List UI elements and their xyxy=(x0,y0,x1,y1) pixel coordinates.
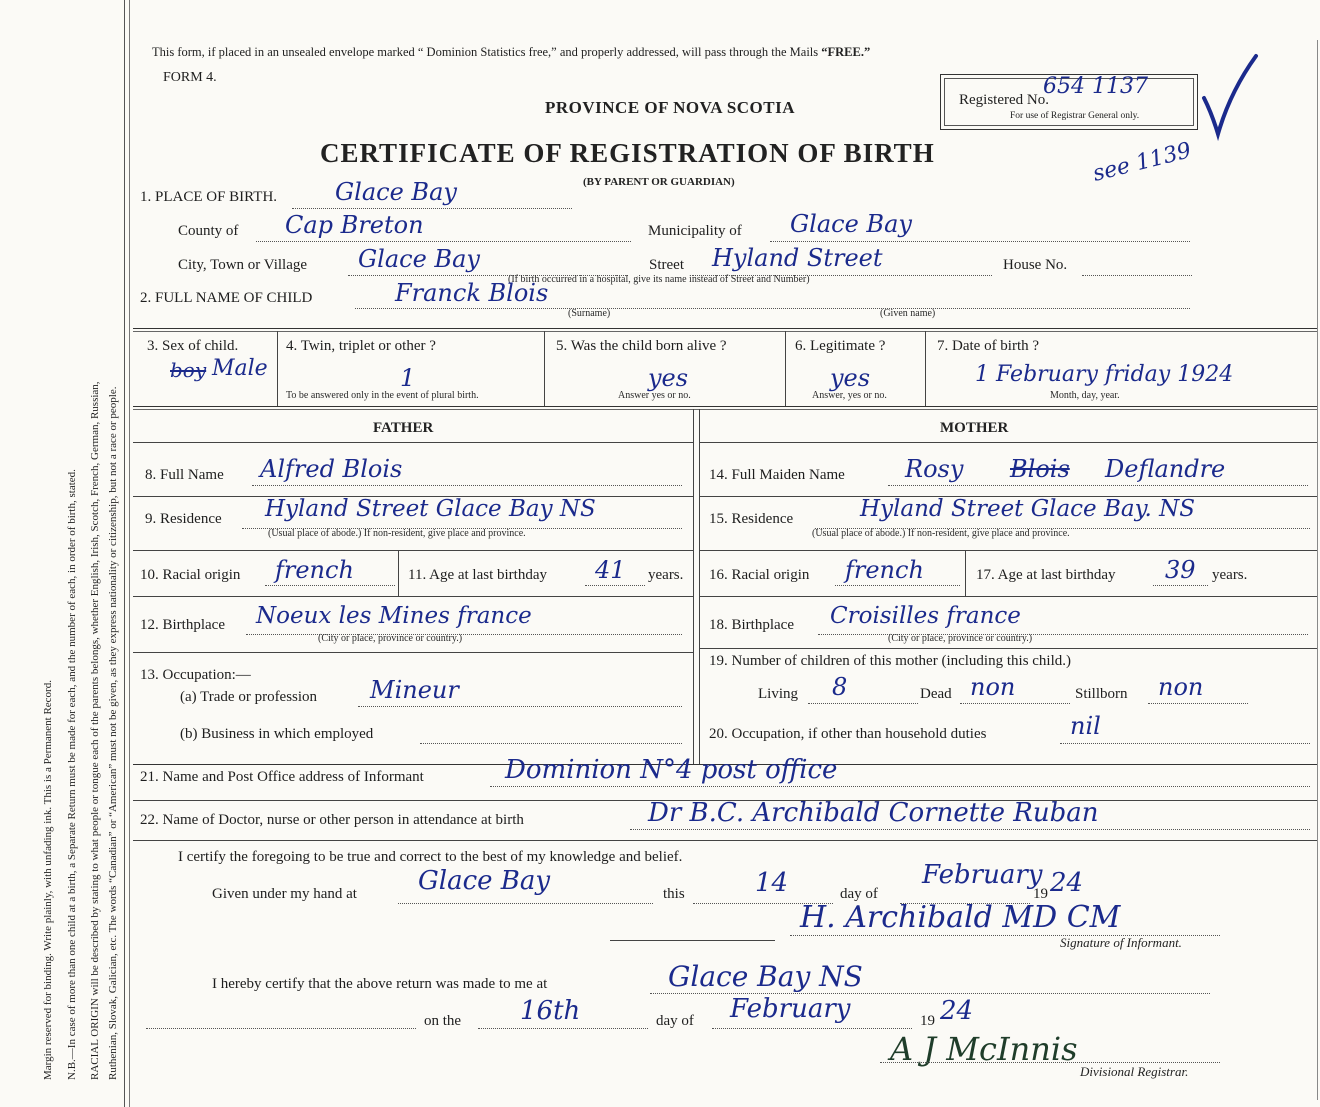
father-residence-value: Hyland Street Glace Bay NS xyxy=(265,496,596,522)
born-alive-label: 5. Was the child born alive ? xyxy=(556,338,727,354)
margin-note-2: N.B.—In case of more than one child at a birth, a Separate Return must be made for each, and the number of each, in order of birth, stated. xyxy=(66,469,78,1080)
children-count-label: 19. Number of children of this mother (including this child.) xyxy=(709,653,1072,669)
child-name-value: Franck Blois xyxy=(395,279,549,307)
mother-racial-label: 16. Racial origin xyxy=(709,567,810,583)
county-value: Cap Breton xyxy=(285,211,424,239)
registrar-signature: A J McInnis xyxy=(890,1030,1078,1068)
living-value: 8 xyxy=(832,673,848,701)
house-number-label: House No. xyxy=(1003,257,1068,273)
trade-value: Mineur xyxy=(370,676,459,704)
registrar-year-value: 24 xyxy=(940,996,974,1026)
given-day-of-label: day of xyxy=(840,886,878,902)
doctor-value: Dr B.C. Archibald Cornette Ruban xyxy=(648,798,1099,828)
registrar-place-value: Glace Bay NS xyxy=(668,960,863,993)
doctor-label: 22. Name of Doctor, nurse or other person in attendance at birth xyxy=(140,812,524,828)
place-of-birth-value: Glace Bay xyxy=(335,178,457,206)
mother-age-label: 17. Age at last birthday xyxy=(976,567,1116,583)
given-day-value: 14 xyxy=(755,868,789,898)
given-name-note: (Given name) xyxy=(880,308,936,319)
place-of-birth-label: 1. PLACE OF BIRTH. xyxy=(140,189,278,205)
certify-statement: I certify the foregoing to be true and correct to the best of my knowledge and belief. xyxy=(178,849,683,865)
certificate-subtitle: (BY PARENT OR GUARDIAN) xyxy=(583,176,735,188)
given-month-value: February xyxy=(922,860,1043,890)
surname-note: (Surname) xyxy=(568,308,611,319)
legitimate-label: 6. Legitimate ? xyxy=(795,338,886,354)
given-under-label: Given under my hand at xyxy=(212,886,357,902)
registrar-month-value: February xyxy=(730,994,851,1024)
street-label: Street xyxy=(649,257,684,273)
registrar-year-prefix: 19 xyxy=(920,1013,935,1029)
father-racial-label: 10. Racial origin xyxy=(140,567,241,583)
father-name-value: Alfred Blois xyxy=(260,455,403,483)
registrar-day-of-label: day of xyxy=(656,1013,694,1029)
mother-name-last: Deflandre xyxy=(1105,455,1226,483)
province-heading: PROVINCE OF NOVA SCOTIA xyxy=(545,98,796,117)
city-value: Glace Bay xyxy=(358,245,480,273)
informant-value: Dominion N°4 post office xyxy=(505,755,838,785)
date-of-birth-note: Month, day, year. xyxy=(1050,390,1120,401)
twin-label: 4. Twin, triplet or other ? xyxy=(286,338,436,354)
signature-of-informant-label: Signature of Informant. xyxy=(1060,935,1182,950)
legitimate-value: yes xyxy=(830,364,871,392)
mother-heading: MOTHER xyxy=(940,420,1009,436)
born-alive-note: Answer yes or no. xyxy=(618,390,691,401)
informant-signature: H. Archibald MD CM xyxy=(800,900,1121,935)
margin-note-3: RACIAL ORIGIN will be described by stating to what people or tongue each of the parents belongs, whether English, Irish, Scotch, French, German, Russian, xyxy=(89,381,101,1080)
father-residence-note: (Usual place of abode.) If non-resident, give place and province. xyxy=(268,528,526,539)
mother-name-first: Rosy xyxy=(905,455,964,483)
sex-value: Male xyxy=(212,356,268,381)
check-mark-icon xyxy=(1200,52,1260,142)
dead-value: non xyxy=(970,673,1016,701)
father-heading: FATHER xyxy=(373,420,434,436)
given-year-prefix: 19 xyxy=(1033,886,1048,902)
dead-label: Dead xyxy=(920,686,952,702)
margin-note-4: Ruthenian, Slovak, Galician, etc. The words “Canadian” or “American” must not be given, as they express nationality or citizenship, but not a race or people. xyxy=(107,386,119,1080)
mother-occupation-value: nil xyxy=(1070,712,1101,740)
born-alive-value: yes xyxy=(648,364,689,392)
mother-birthplace-label: 18. Birthplace xyxy=(709,617,794,633)
mail-notice: This form, if placed in an unsealed envelope marked “ Dominion Statistics free,” and properly addressed, will pass through the Mails “FREE.” xyxy=(152,45,871,59)
mother-birthplace-note: (City or place, province or country.) xyxy=(888,633,1033,644)
stillborn-label: Stillborn xyxy=(1075,686,1128,702)
mother-age-value: 39 xyxy=(1165,556,1196,584)
mother-birthplace-value: Croisilles france xyxy=(830,603,1021,629)
registrar-statement: I hereby certify that the above return was made to me at xyxy=(212,976,548,992)
father-name-label: 8. Full Name xyxy=(145,467,224,483)
business-label: (b) Business in which employed xyxy=(180,726,374,742)
date-of-birth-label: 7. Date of birth ? xyxy=(937,338,1040,354)
certificate-title: CERTIFICATE OF REGISTRATION OF BIRTH xyxy=(320,138,935,168)
given-year-value: 24 xyxy=(1050,868,1084,898)
father-age-value: 41 xyxy=(595,556,626,584)
registrar-day-value: 16th xyxy=(520,996,581,1026)
mother-name-struck: Blois xyxy=(1010,455,1070,483)
registrar-on-the-label: on the xyxy=(424,1013,462,1029)
divisional-registrar-label: Divisional Registrar. xyxy=(1080,1064,1189,1079)
hospital-note: (If birth occurred in a hospital, give its name instead of Street and Number) xyxy=(508,274,810,285)
twin-value: 1 xyxy=(400,364,416,392)
stillborn-value: non xyxy=(1158,673,1204,701)
sex-struck-value: boy xyxy=(170,358,207,382)
street-value: Hyland Street xyxy=(712,244,883,272)
county-label: County of xyxy=(178,223,239,239)
this-label: this xyxy=(663,886,685,902)
margin-note-1: Margin reserved for binding. Write plainly, with unfading ink. This is a Permanent Record. xyxy=(42,680,54,1080)
father-birthplace-value: Noeux les Mines france xyxy=(256,603,532,629)
trade-label: (a) Trade or profession xyxy=(180,689,318,705)
given-place-value: Glace Bay xyxy=(418,866,551,896)
father-birthplace-label: 12. Birthplace xyxy=(140,617,225,633)
mother-residence-note: (Usual place of abode.) If non-resident, give place and province. xyxy=(812,528,1070,539)
father-racial-value: french xyxy=(275,556,354,584)
mother-residence-value: Hyland Street Glace Bay. NS xyxy=(860,496,1196,522)
informant-label: 21. Name and Post Office address of Informant xyxy=(140,769,424,785)
side-annotation: see 1139 xyxy=(1090,138,1194,187)
legitimate-note: Answer, yes or no. xyxy=(812,390,887,401)
father-occupation-label: 13. Occupation:— xyxy=(140,667,251,683)
mother-occupation-label: 20. Occupation, if other than household duties xyxy=(709,726,987,742)
twin-note: To be answered only in the event of plural birth. xyxy=(286,390,479,401)
municipality-label: Municipality of xyxy=(648,223,742,239)
form-number: FORM 4. xyxy=(163,70,217,85)
father-birthplace-note: (City or place, province or country.) xyxy=(318,633,463,644)
registered-label: Registered No. xyxy=(959,92,1049,108)
mother-years-label: years. xyxy=(1212,567,1248,583)
child-name-label: 2. FULL NAME OF CHILD xyxy=(140,290,313,306)
father-age-label: 11. Age at last birthday xyxy=(408,567,547,583)
mother-racial-value: french xyxy=(845,556,924,584)
living-label: Living xyxy=(758,686,798,702)
father-years-label: years. xyxy=(648,567,684,583)
registered-number: 654 1137 xyxy=(1043,74,1148,99)
municipality-value: Glace Bay xyxy=(790,210,912,238)
city-label: City, Town or Village xyxy=(178,257,308,273)
registered-note: For use of Registrar General only. xyxy=(1010,111,1140,121)
mother-residence-label: 15. Residence xyxy=(709,511,794,527)
father-residence-label: 9. Residence xyxy=(145,511,222,527)
sex-label: 3. Sex of child. xyxy=(147,338,239,354)
date-of-birth-value: 1 February friday 1924 xyxy=(975,362,1234,387)
mother-name-label: 14. Full Maiden Name xyxy=(709,467,845,483)
